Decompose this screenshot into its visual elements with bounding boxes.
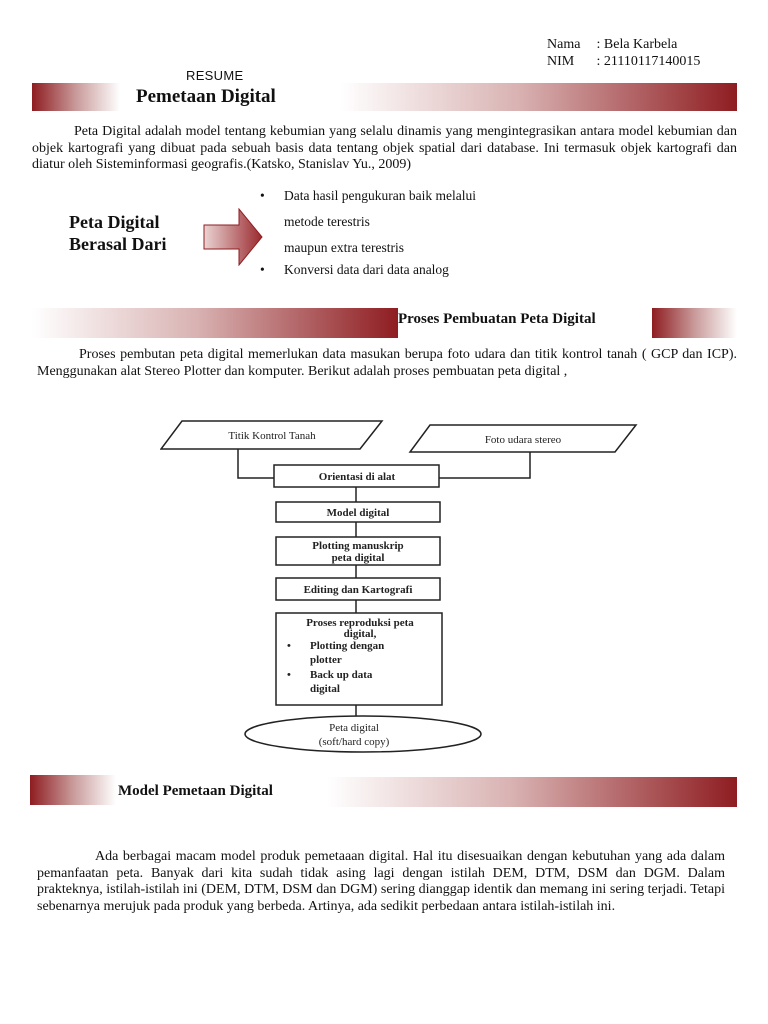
bullet-icon: •	[260, 262, 265, 277]
bullet-icon: •	[260, 188, 265, 203]
flow-step5-b2-line1: Back up data	[310, 669, 373, 681]
source-list	[258, 183, 578, 287]
section3-paragraph	[37, 849, 725, 915]
flow-step1-label: Orientasi di alat	[318, 471, 396, 483]
flow-step5-b2-line2: digital	[310, 683, 340, 695]
flow-step5-bullet2-icon: •	[287, 669, 291, 681]
title-bar-left	[32, 83, 120, 111]
section3-bar-left	[30, 775, 116, 805]
list-item: metode terestris	[284, 214, 370, 229]
flow-step3-label-line2: peta digital	[331, 552, 385, 564]
flow-step5-label-line1: Proses reproduksi peta	[306, 617, 414, 629]
nim-line	[547, 53, 700, 70]
page-title: Pemetaan Digital	[136, 86, 276, 107]
section3-heading: Model Pemetaan Digital	[118, 783, 273, 799]
flow-step5-bullet1-icon: •	[287, 640, 291, 652]
nim-label: NIM	[547, 54, 575, 69]
flow-input2-label: Foto udara stereo	[484, 434, 562, 446]
section2-paragraph	[37, 347, 737, 380]
name-value: : Bela Karbela	[596, 37, 678, 52]
list-item: maupun extra terestris	[284, 240, 404, 255]
section2-bar-right	[652, 308, 737, 338]
nim-value: : 21110117140015	[596, 54, 701, 69]
flow-step5-b1-line1: Plotting dengan	[310, 640, 385, 652]
flow-input1-label: Titik Kontrol Tanah	[228, 430, 316, 442]
flow-step3-label-line1: Plotting manuskrip	[312, 540, 404, 552]
flow-output-label-line1: Peta digital	[329, 722, 379, 734]
right-arrow-icon	[203, 208, 263, 266]
section2-text: Proses pembutan peta digital memerlukan data masukan berupa foto udara dan titik kontrol tanah ( GCP dan ICP). Menggunakan alat Stereo Plotter dan komputer. Berikut adalah proses pembuatan peta digital ,	[37, 347, 737, 379]
flow-step5-b1-line2: plotter	[310, 654, 342, 666]
flow-step5-label-line2: digital,	[343, 628, 377, 640]
flow-step2-label: Model digital	[326, 507, 390, 519]
flow-output-label-line2: (soft/hard copy)	[318, 736, 390, 748]
name-label: Nama	[547, 37, 581, 52]
list-item: • Data hasil pengukuran baik melalui	[258, 183, 578, 209]
name-line	[547, 36, 677, 53]
source-title-line2: Berasal Dari	[69, 234, 167, 254]
section3-bar-right	[327, 777, 737, 807]
resume-label: RESUME	[186, 68, 244, 83]
title-bar-right	[340, 83, 737, 111]
section2-bar-left	[32, 308, 398, 338]
list-item: • Konversi data dari data analog	[260, 262, 449, 277]
flow-step4-label: Editing dan Kartografi	[303, 584, 413, 596]
section2-heading: Proses Pembuatan Peta Digital	[398, 311, 596, 327]
source-title-line1: Peta Digital	[69, 212, 160, 232]
source-title	[69, 211, 166, 255]
flowchart	[160, 418, 640, 758]
section3-text: Ada berbagai macam model produk pemetaaan digital. Hal itu disesuaikan dengan kebutuhan yang ada dalam pemanfaatan peta. Banyak dari kita sudah tidak asing lagi dengan istilah DEM, DTM, DSM dan DGM. Dalam prakteknya, istilah-istilah ini (DEM, DTM, DSM dan DGM) sering dianggap identik dan memang ini sering terjadi. Tetapi sebenarnya merujuk pada produk yang berbeda. Artinya, ada sedikit perbedaan antara istilah-istilah ini.	[37, 849, 725, 914]
intro-paragraph	[32, 124, 737, 174]
intro-text: Peta Digital adalah model tentang kebumian yang selalu dinamis yang mengintegrasikan antara model kebumian dan objek kartografi yang dibuat pada sebuah basis data tentang objek spatial dari database. Ini termasuk objek kartografi dan diatur oleh Sisteminformasi geografis.(Katsko, Stanislav Yu., 2009)	[32, 124, 737, 172]
